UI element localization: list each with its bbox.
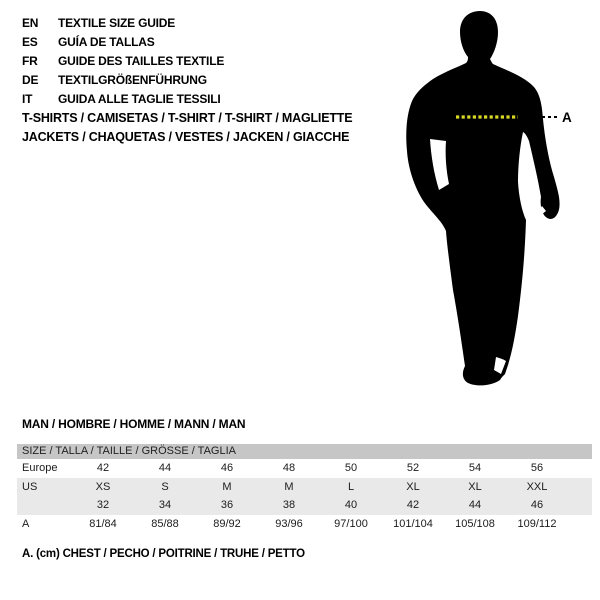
table-cell: 89/92 [213, 517, 241, 530]
table-cell: 50 [344, 462, 358, 475]
language-row [22, 71, 224, 90]
table-row-us [17, 478, 592, 497]
table-cell: 101/104 [393, 517, 433, 530]
table-cell: M [222, 480, 232, 493]
table-cell: 46 [530, 499, 544, 512]
table-cell: 97/100 [334, 517, 368, 530]
table-cell: S [161, 480, 169, 493]
language-code: DE [22, 73, 39, 87]
category-list [22, 109, 352, 147]
measurement-footnote: A. (cm) CHEST / PECHO / POITRINE / TRUHE / PETTO [22, 548, 305, 560]
row-label: US [22, 480, 38, 493]
table-cell: 48 [282, 462, 296, 475]
measure-label-a: A [562, 110, 572, 125]
row-label: Europe [22, 462, 58, 475]
table-cell: 42 [96, 462, 110, 475]
table-cell: 42 [406, 499, 420, 512]
table-row-chest-a [17, 515, 592, 534]
table-cell: 105/108 [455, 517, 495, 530]
table-cell: 109/112 [517, 517, 557, 530]
table-cell: 46 [220, 462, 234, 475]
table-cell: XL [406, 480, 420, 493]
table-cell: 32 [96, 499, 110, 512]
table-cell: M [284, 480, 294, 493]
table-cell: 81/84 [89, 517, 117, 530]
category-jackets: JACKETS / CHAQUETAS / VESTES / JACKEN / GIACCHE [22, 130, 350, 144]
size-table [17, 444, 592, 533]
table-cell: L [347, 480, 355, 493]
table-cell: 34 [158, 499, 172, 512]
table-row-europe [17, 459, 592, 478]
table-cell: XL [468, 480, 482, 493]
language-title: GUIDA ALLE TAGLIE TESSILI [58, 92, 221, 106]
language-code: IT [22, 92, 33, 106]
language-row [22, 90, 224, 109]
language-row [22, 33, 224, 52]
language-list [22, 14, 224, 109]
table-cell: 54 [468, 462, 482, 475]
table-cell: 85/88 [151, 517, 179, 530]
language-code: FR [22, 54, 38, 68]
table-header: SIZE / TALLA / TAILLE / GRÖSSE / TAGLIA [17, 444, 592, 459]
language-title: GUÍA DE TALLAS [58, 35, 155, 49]
table-cell: 36 [220, 499, 234, 512]
table-cell: 93/96 [275, 517, 303, 530]
man-silhouette [402, 5, 577, 395]
table-cell: 44 [468, 499, 482, 512]
language-title: TEXTILGRÖßENFÜHRUNG [58, 73, 207, 87]
table-cell: 52 [406, 462, 420, 475]
language-title: TEXTILE SIZE GUIDE [58, 16, 176, 30]
table-cell: 44 [158, 462, 172, 475]
table-cell: XS [95, 480, 111, 493]
table-cell: 38 [282, 499, 296, 512]
table-row-numeric [17, 496, 592, 515]
row-label: A [22, 517, 30, 530]
body-shape [406, 11, 559, 385]
category-tshirts: T-SHIRTS / CAMISETAS / T-SHIRT / T-SHIRT / MAGLIETTE [22, 111, 353, 125]
table-cell: 56 [530, 462, 544, 475]
section-title-man: MAN / HOMBRE / HOMME / MANN / MAN [22, 417, 246, 431]
language-row [22, 52, 224, 71]
table-cell: XXL [526, 480, 548, 493]
language-code: ES [22, 35, 38, 49]
language-title: GUIDE DES TAILLES TEXTILE [58, 54, 225, 68]
table-cell: 40 [344, 499, 358, 512]
language-row [22, 14, 224, 33]
language-code: EN [22, 16, 39, 30]
